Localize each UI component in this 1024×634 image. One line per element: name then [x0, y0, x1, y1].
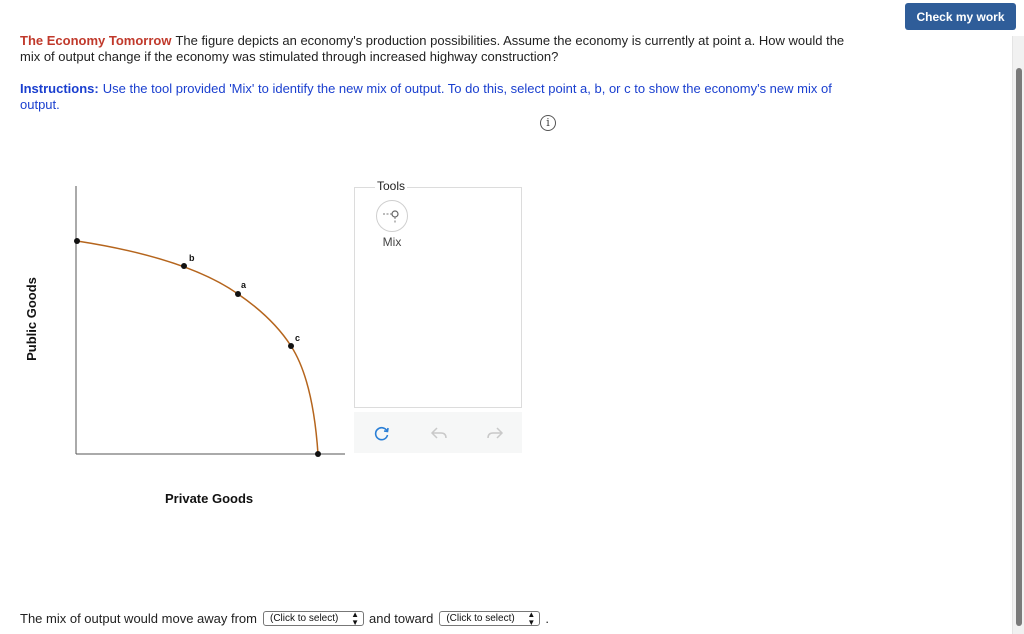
y-axis-label: Public Goods	[24, 277, 39, 361]
question-body: The figure depicts an economy's production possibilities. Assume the economy is currently at point a. How would the mix of output change if the economy was stimulated through increased highway construction?	[20, 33, 845, 64]
point-a-marker[interactable]	[235, 291, 241, 297]
instructions-body: Use the tool provided 'Mix' to identify the new mix of output. To do this, select point a, b, or c to show the economy's new mix of output.	[20, 81, 832, 112]
point-b-marker[interactable]	[181, 263, 187, 269]
curve-endpoint-top	[74, 238, 80, 244]
away-from-select-value: (Click to select)	[270, 613, 339, 624]
point-a[interactable]	[235, 280, 247, 297]
x-axis-label: Private Goods	[165, 491, 254, 506]
answer-prefix: The mix of output would move away from	[20, 611, 257, 626]
toward-select[interactable]	[439, 611, 540, 626]
point-c-label: c	[295, 333, 301, 343]
question-text	[20, 33, 860, 65]
instructions-label: Instructions:	[20, 81, 99, 96]
mix-tool-label: Mix	[382, 235, 402, 249]
instructions-text	[20, 81, 870, 113]
curve-endpoint-bottom	[315, 451, 321, 457]
tools-title: Tools	[377, 179, 406, 193]
ppf-curve	[77, 241, 318, 454]
scrollbar-thumb[interactable]	[1016, 68, 1022, 626]
point-b-label: b	[189, 253, 195, 263]
redo-icon[interactable]	[485, 423, 505, 443]
answer-sentence	[20, 611, 549, 626]
select-arrows-icon: ▲ ▼	[527, 609, 536, 627]
undo-icon[interactable]	[429, 423, 449, 443]
select-arrows-icon: ▲ ▼	[351, 609, 359, 627]
point-c[interactable]	[288, 333, 300, 349]
point-a-label: a	[241, 280, 247, 290]
reset-icon[interactable]	[372, 423, 392, 443]
ppf-graph[interactable]	[0, 150, 360, 480]
point-c-marker[interactable]	[288, 343, 294, 349]
answer-middle: and toward	[369, 611, 434, 626]
point-b[interactable]	[181, 253, 195, 269]
question-title: The Economy Tomorrow	[20, 33, 172, 48]
tool-actions-bar	[354, 412, 522, 453]
info-icon[interactable]: i	[540, 115, 556, 131]
mix-tool-button[interactable]	[376, 200, 408, 232]
away-from-select[interactable]	[263, 611, 364, 626]
answer-suffix: .	[545, 611, 549, 626]
mix-tool-icon	[377, 201, 407, 231]
toward-select-value: (Click to select)	[446, 613, 515, 624]
check-my-work-button[interactable]: Check my work	[905, 3, 1016, 30]
